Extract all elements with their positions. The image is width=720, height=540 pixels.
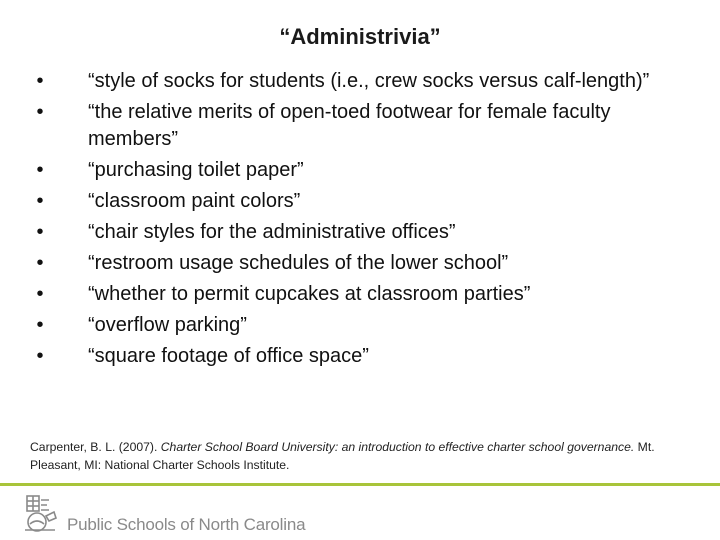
list-item-text: “classroom paint colors” <box>88 190 301 212</box>
bullet-glyph: • <box>36 159 44 181</box>
list-item-text: “style of socks for students (i.e., crew socks versus calf-length)” <box>88 70 650 92</box>
list-item-text: “overflow parking” <box>88 314 247 336</box>
list-item-text: “the relative merits of open-toed footwear for female faculty members” <box>88 101 611 150</box>
bullet-glyph: • <box>36 314 44 336</box>
bullet-glyph: • <box>36 252 44 274</box>
bullet-glyph: • <box>36 283 44 305</box>
list-item-text: “restroom usage schedules of the lower school” <box>88 252 509 274</box>
bullet-glyph: • <box>36 70 44 92</box>
citation-work: Charter School Board University: an introduction to effective charter school governance. <box>160 440 638 454</box>
citation <box>30 438 670 474</box>
nc-state-seal-icon <box>21 494 61 534</box>
slide-title: “Administrivia” <box>279 24 441 49</box>
bullet-glyph: • <box>36 345 44 367</box>
list-item <box>30 186 670 217</box>
list-item <box>30 310 670 341</box>
list-item-text: “chair styles for the administrative offices” <box>88 221 456 243</box>
list-item-text: “square footage of office space” <box>88 345 369 367</box>
footer-divider <box>0 483 720 486</box>
list-item <box>30 66 670 97</box>
bullet-glyph: • <box>36 221 44 243</box>
citation-publisher: Mt. Pleasant, MI: National Charter Schools Institute. <box>30 440 655 472</box>
list-item-text: “purchasing toilet paper” <box>88 159 304 181</box>
footer-org-name: Public Schools of North Carolina <box>67 515 306 534</box>
list-item <box>30 248 670 279</box>
bullet-list <box>30 66 670 372</box>
list-item <box>30 97 670 155</box>
list-item <box>30 217 670 248</box>
list-item <box>30 155 670 186</box>
list-item <box>30 279 670 310</box>
list-item <box>30 341 670 372</box>
citation-author: Carpenter, B. L. (2007). <box>30 440 161 454</box>
bullet-glyph: • <box>36 190 44 212</box>
bullet-glyph: • <box>36 101 44 123</box>
list-item-text: “whether to permit cupcakes at classroom parties” <box>88 283 531 305</box>
